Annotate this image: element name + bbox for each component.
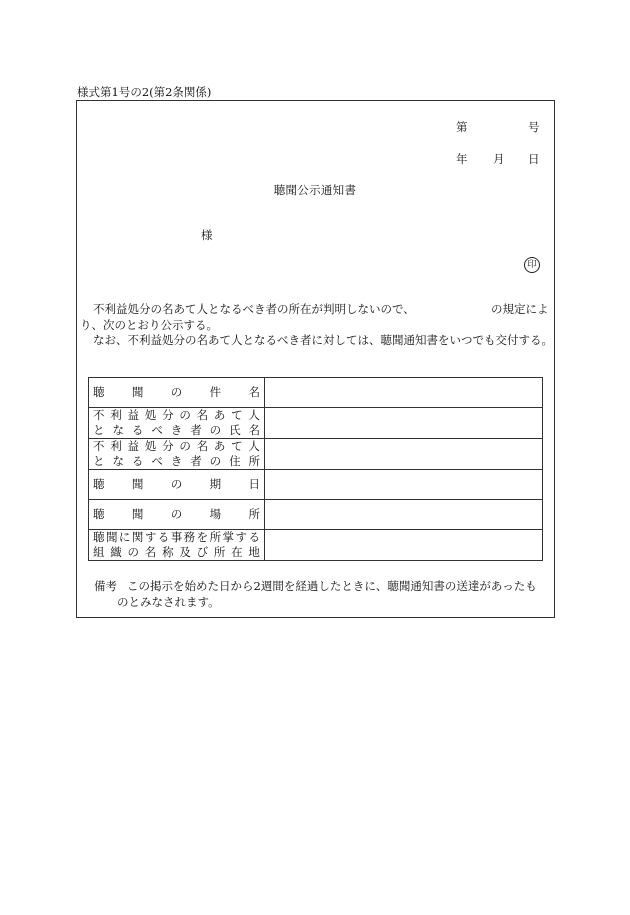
label-char: 益 (127, 439, 140, 453)
recipient-name-label (89, 408, 265, 439)
label-char: 名 (196, 408, 209, 422)
hearing-date-value (265, 470, 543, 500)
label-chars (93, 408, 260, 423)
case-name-value (265, 378, 543, 408)
label-char: 及 (179, 545, 191, 559)
label-char: 利 (110, 408, 122, 422)
label-char: 者 (190, 423, 202, 437)
label-char: 不 (93, 408, 105, 422)
table-row (89, 378, 543, 408)
date-day: 日 (528, 152, 540, 166)
table-row (89, 470, 543, 500)
label-char: を (196, 530, 209, 544)
label-char: 聴 (93, 385, 105, 399)
label-char: な (112, 454, 124, 468)
form-label: 様式第1号の2(第2条関係) (77, 85, 212, 99)
label-chars (93, 454, 260, 469)
label-chars (93, 385, 260, 400)
document-title: 聴聞公示通知書 (273, 183, 357, 197)
label-char: す (144, 530, 157, 544)
label-char: の (209, 454, 222, 468)
label-char: 聴 (93, 477, 105, 491)
label-char: る (248, 530, 260, 544)
label-chars (93, 477, 260, 492)
label-char: 名 (248, 385, 260, 399)
label-char: と (93, 423, 105, 437)
label-char: き (170, 454, 183, 468)
table-row (89, 439, 543, 470)
label-char: 掌 (222, 530, 235, 544)
label-char: 日 (248, 477, 260, 491)
table-row (89, 530, 543, 561)
label-chars (93, 545, 260, 560)
label-char: の (209, 423, 222, 437)
label-char: 件 (209, 385, 222, 399)
label-char: る (131, 423, 144, 437)
label-char: 人 (248, 408, 260, 422)
label-chars (93, 439, 260, 454)
hearing-place-label (89, 500, 265, 530)
label-char: の (170, 507, 183, 521)
label-char: に (118, 530, 131, 544)
note-heading: 備考 (94, 579, 117, 593)
label-char: の (179, 439, 191, 453)
label-char: べ (151, 454, 163, 468)
label-char: て (231, 408, 243, 422)
paragraph1-regulation-text: の規定によ (491, 302, 549, 316)
label-char: 益 (127, 408, 140, 422)
label-char: 名 (144, 545, 157, 559)
label-char: 利 (110, 439, 122, 453)
label-char: 者 (190, 454, 202, 468)
label-char: 人 (248, 439, 260, 453)
label-char: 氏 (229, 423, 241, 437)
label-char: 聞 (105, 530, 118, 544)
hearing-place-value (265, 500, 543, 530)
note-line1: この掲示を始めた日から2週間を経過したときに、聴聞通知書の送達があったも (127, 579, 537, 593)
label-char: 不 (93, 439, 105, 453)
label-char: 事 (170, 530, 183, 544)
label-char: べ (151, 423, 163, 437)
label-char: 務 (183, 530, 196, 544)
label-char: の (170, 477, 183, 491)
hearing-info-table (88, 377, 543, 561)
label-char: 所 (213, 545, 226, 559)
number-suffix: 号 (528, 120, 540, 134)
date-year: 年 (456, 152, 468, 166)
label-char: 所 (209, 530, 222, 544)
label-char: の (127, 545, 140, 559)
label-char: と (93, 454, 105, 468)
label-char: 場 (209, 507, 222, 521)
label-char: 関 (131, 530, 144, 544)
recipient-name-value (265, 408, 543, 439)
table-row (89, 408, 543, 439)
note-line2: のとみなされます。 (117, 595, 220, 609)
label-char: 期 (209, 477, 222, 491)
label-char: 所 (248, 454, 260, 468)
label-chars (93, 423, 260, 438)
label-char: 分 (162, 439, 174, 453)
paragraph2-text: なお、不利益処分の名あて人となるべき者に対しては、聴聞通知書をいつでも交付する。 (93, 333, 553, 347)
paragraph1-continuation: り、次のとおり公示する。 (80, 318, 218, 332)
paragraph1-text: 不利益処分の名あて人となるべき者の所在が判明しないので、 (93, 302, 415, 316)
label-char: 名 (248, 423, 260, 437)
case-name-label (89, 378, 265, 408)
label-char: る (131, 454, 144, 468)
label-char: の (179, 408, 191, 422)
label-char: あ (213, 408, 226, 422)
label-char: 聴 (93, 507, 105, 521)
label-char: な (112, 423, 124, 437)
hearing-date-label (89, 470, 265, 500)
label-char: 処 (144, 439, 157, 453)
label-char: て (231, 439, 243, 453)
label-char: 称 (162, 545, 174, 559)
label-char: あ (213, 439, 226, 453)
label-chars (93, 507, 260, 522)
addressee-suffix: 様 (201, 228, 213, 242)
recipient-address-value (265, 439, 543, 470)
label-char: 組 (93, 545, 105, 559)
label-char: 所 (248, 507, 260, 521)
label-char: 地 (248, 545, 260, 559)
label-char: 分 (162, 408, 174, 422)
label-char: る (157, 530, 170, 544)
table-row (89, 500, 543, 530)
label-char: 聞 (131, 385, 144, 399)
label-char: 聞 (131, 507, 144, 521)
label-char: 在 (231, 545, 243, 559)
office-value (265, 530, 543, 561)
label-char: 処 (144, 408, 157, 422)
label-char: 住 (229, 454, 241, 468)
label-char: き (170, 423, 183, 437)
label-chars (93, 530, 260, 545)
label-char: び (196, 545, 209, 559)
number-prefix: 第 (456, 120, 468, 134)
label-char: 織 (110, 545, 122, 559)
label-char: 名 (196, 439, 209, 453)
recipient-address-label (89, 439, 265, 470)
label-char: 聴 (93, 530, 105, 544)
label-char: す (235, 530, 247, 544)
date-month: 月 (493, 152, 505, 166)
seal-icon: 印 (524, 257, 540, 273)
label-char: の (170, 385, 183, 399)
office-label (89, 530, 265, 561)
label-char: 聞 (131, 477, 144, 491)
